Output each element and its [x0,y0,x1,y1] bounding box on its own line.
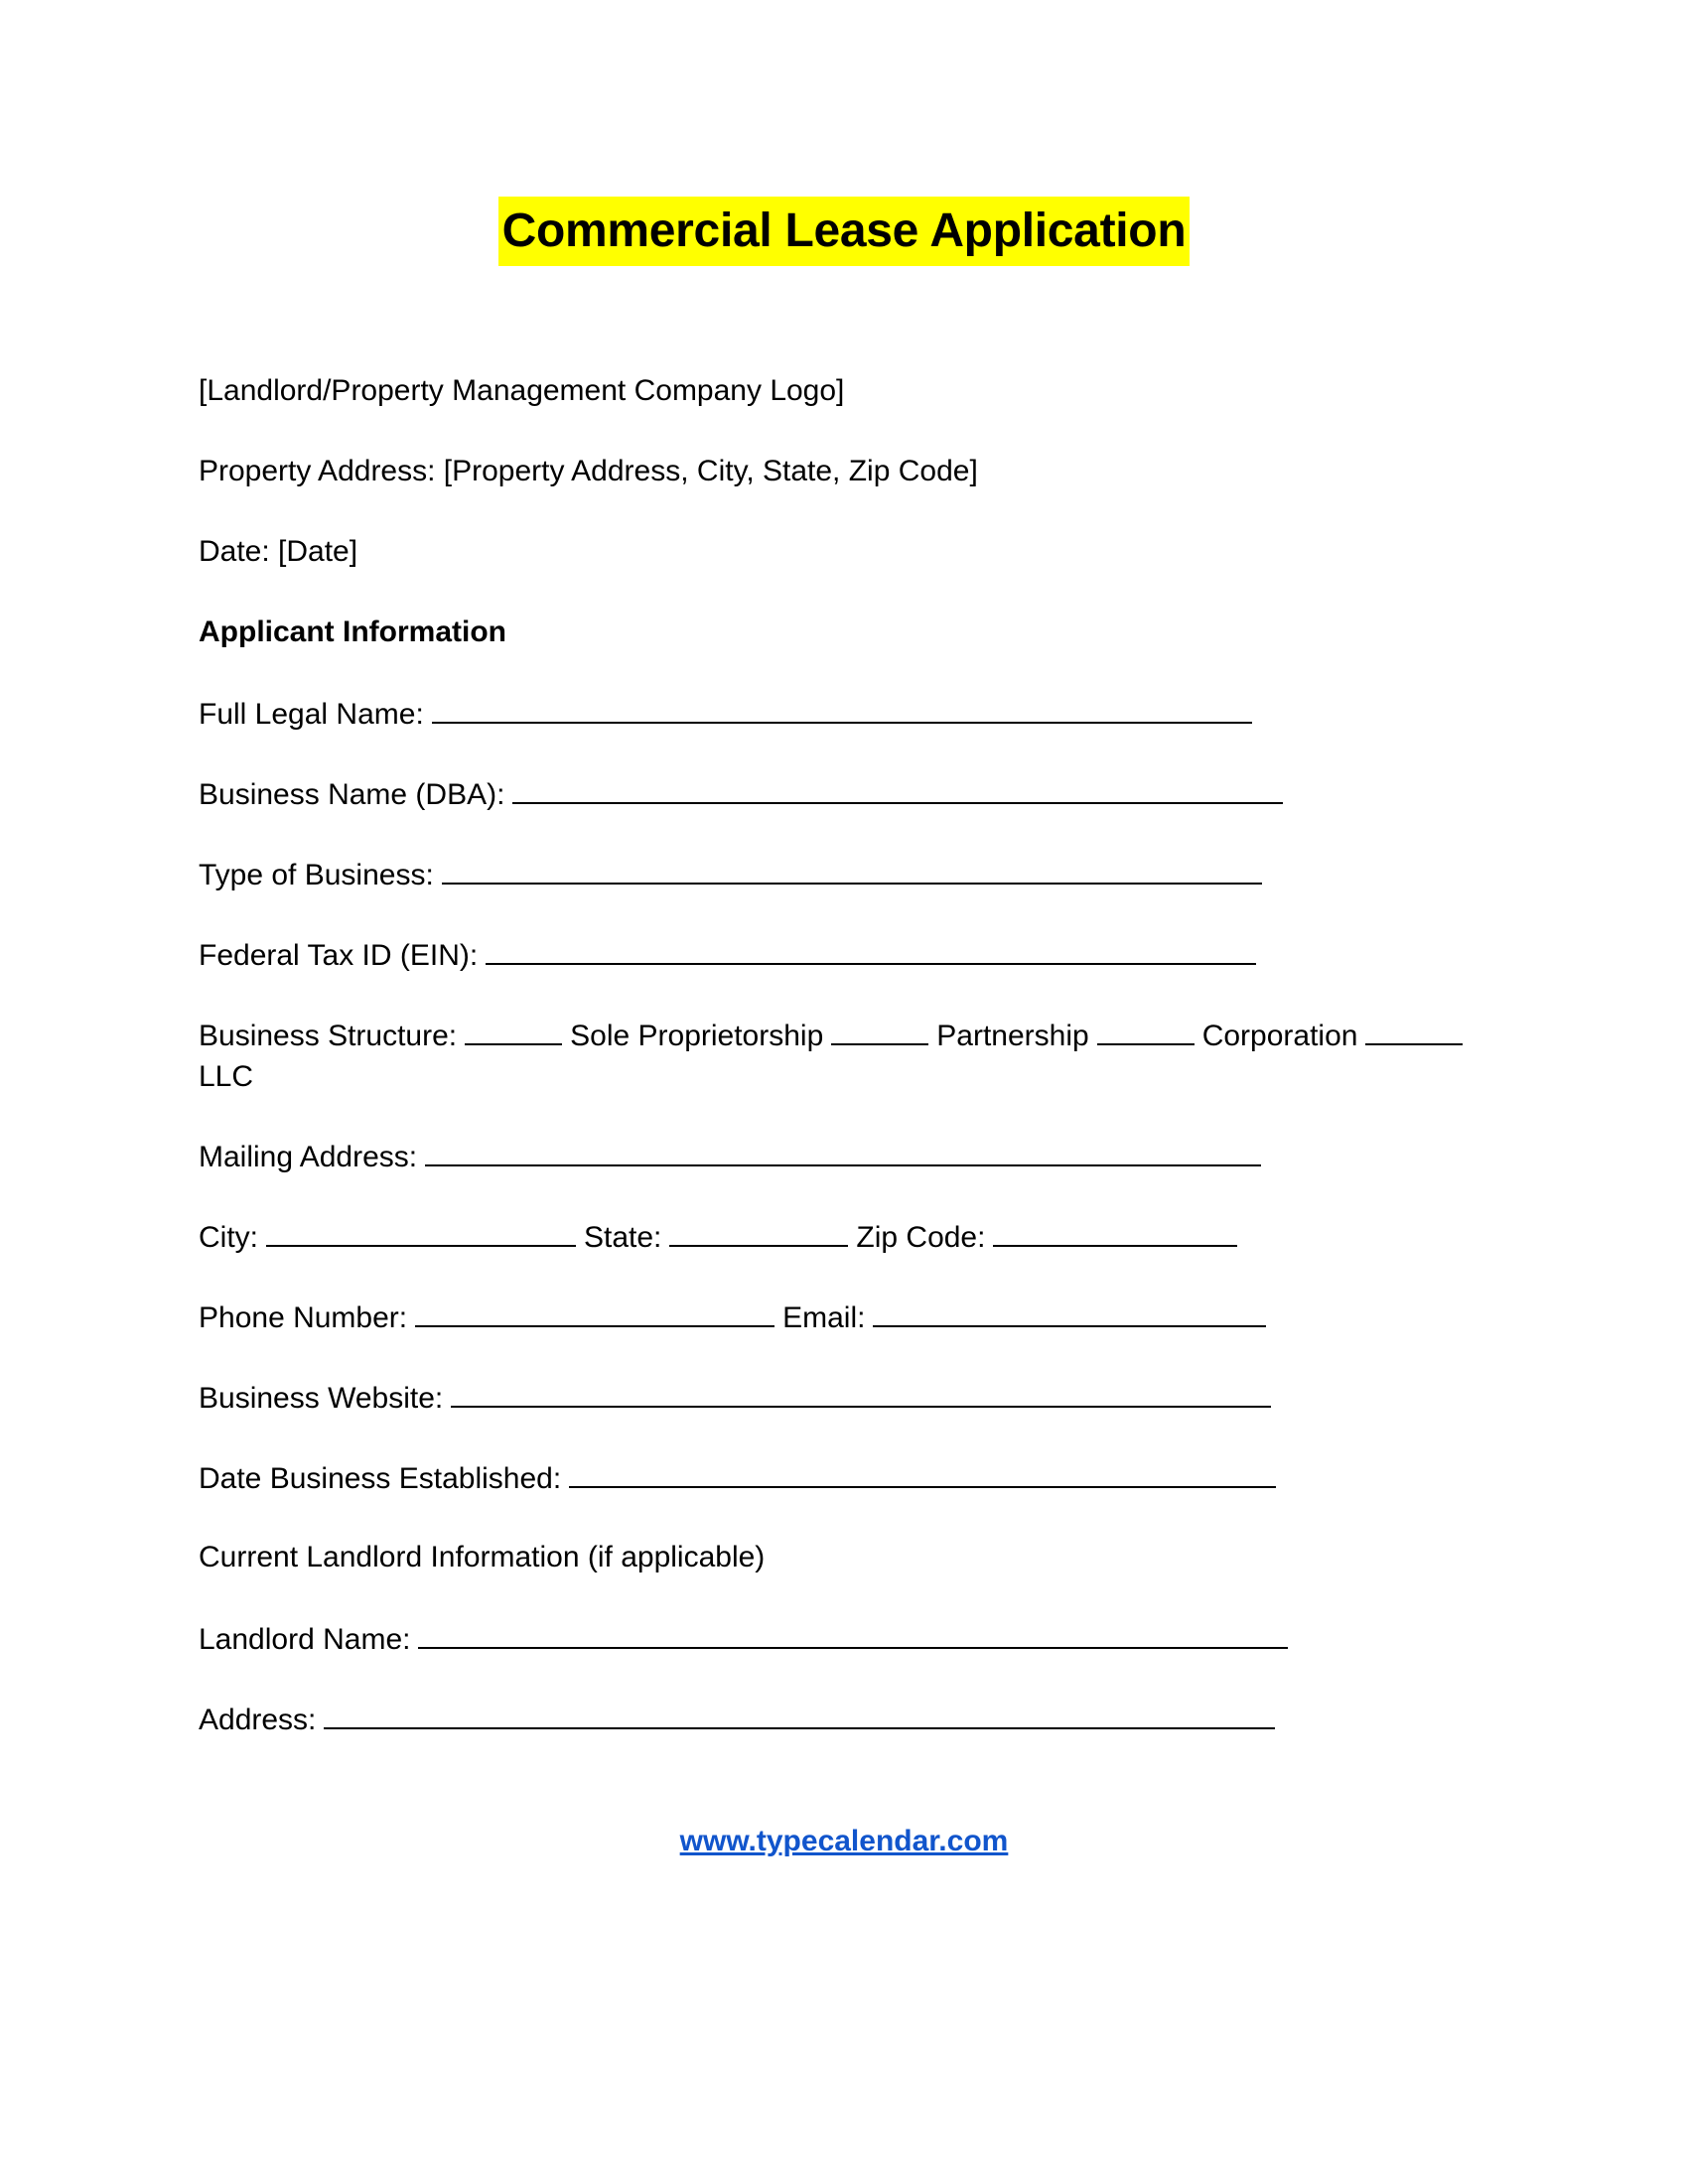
city-field[interactable] [266,1215,576,1247]
mailing-address-field[interactable] [425,1135,1261,1166]
landlord-name-label: Landlord Name: [199,1623,411,1656]
city-state-zip-row [199,1215,1237,1258]
date-line: Date: [Date] [199,535,358,568]
email-label: Email: [782,1301,866,1334]
sole-proprietorship-option: Sole Proprietorship [570,1020,824,1052]
footer [0,1825,1688,1858]
federal-tax-id-label: Federal Tax ID (EIN): [199,939,479,972]
zip-code-field[interactable] [993,1215,1237,1247]
mailing-address-row [199,1135,1261,1177]
business-website-field[interactable] [451,1376,1271,1408]
full-legal-name-label: Full Legal Name: [199,698,424,731]
partnership-blank[interactable] [831,1014,928,1045]
business-website-label: Business Website: [199,1382,444,1415]
landlord-name-row [199,1617,1288,1660]
type-of-business-field[interactable] [442,853,1262,885]
llc-option: LLC [199,1060,254,1093]
logo-placeholder: [Landlord/Property Management Company Logo] [199,374,845,407]
address-field[interactable] [324,1698,1275,1729]
corporation-option: Corporation [1201,1020,1358,1052]
section-heading-applicant: Applicant Information [199,615,506,648]
phone-number-field[interactable] [415,1296,774,1327]
llc-blank[interactable] [1365,1014,1463,1045]
type-of-business-label: Type of Business: [199,859,434,891]
federal-tax-id-field[interactable] [486,933,1256,965]
date-established-label: Date Business Established: [199,1462,562,1495]
business-name-row [199,772,1283,815]
city-label: City: [199,1221,258,1254]
address-label: Address: [199,1704,317,1736]
date-established-field[interactable] [569,1456,1276,1488]
current-landlord-heading: Current Landlord Information (if applicable) [199,1541,766,1573]
type-of-business-row [199,853,1262,895]
state-field[interactable] [669,1215,848,1247]
corporation-blank[interactable] [1097,1014,1195,1045]
partnership-option: Partnership [936,1020,1089,1052]
business-structure-row [199,1014,1489,1097]
full-legal-name-field[interactable] [432,692,1252,724]
mailing-address-label: Mailing Address: [199,1141,418,1173]
phone-number-label: Phone Number: [199,1301,408,1334]
state-label: State: [584,1221,662,1254]
phone-email-row [199,1296,1266,1338]
email-field[interactable] [873,1296,1266,1327]
address-row [199,1698,1275,1740]
federal-tax-id-row [199,933,1256,976]
title-container [0,197,1688,266]
date-established-row [199,1456,1276,1499]
business-name-field[interactable] [512,772,1283,804]
zip-code-label: Zip Code: [856,1221,986,1254]
business-structure-label: Business Structure: [199,1020,458,1052]
landlord-name-field[interactable] [418,1617,1288,1649]
document-title: Commercial Lease Application [498,197,1191,266]
footer-website-link[interactable]: www.typecalendar.com [679,1825,1009,1857]
property-address: Property Address: [Property Address, City, State, Zip Code] [199,455,978,487]
business-website-row [199,1376,1271,1419]
business-name-label: Business Name (DBA): [199,778,505,811]
full-legal-name-row [199,692,1252,735]
sole-proprietorship-blank[interactable] [465,1014,562,1045]
